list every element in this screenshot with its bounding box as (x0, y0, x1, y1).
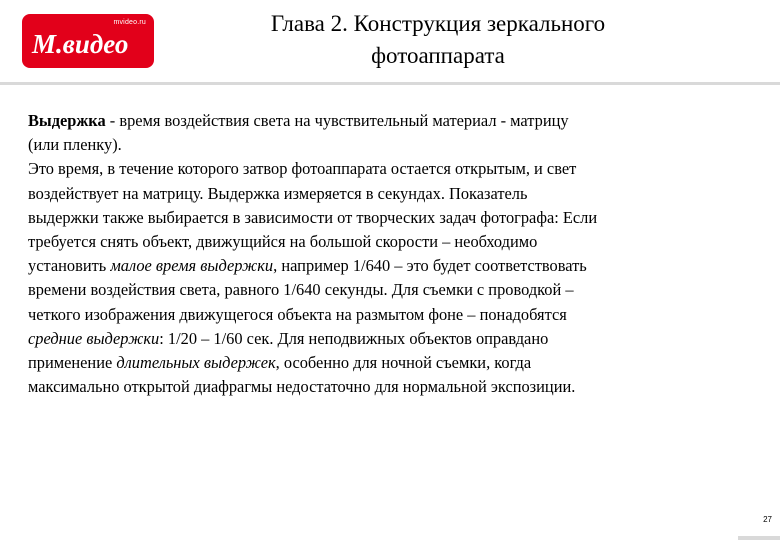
slide-title-line-1: Глава 2. Конструкция зеркального (270, 11, 606, 36)
text-fragment: применение (28, 353, 117, 373)
text-line (28, 254, 740, 278)
text-line: четкого изображения движущегося объекта на размытом фоне – понадобятся (28, 304, 567, 324)
text-fragment: : 1/20 – 1/60 сек. Для неподвижных объектов оправдано (159, 328, 549, 348)
slide-title (178, 8, 698, 72)
emphasis-medium-exposure: средние выдержки (28, 328, 160, 348)
text-line (28, 327, 740, 351)
text-line (28, 109, 740, 133)
emphasis-short-exposure: малое время выдержки (110, 256, 274, 276)
text-line: воздействует на матрицу. Выдержка измеряется в секундах. Показатель (28, 183, 528, 203)
text-line: времени воздействия света, равного 1/640 секунды. Для съемки с проводкой – (28, 280, 574, 300)
body-text (28, 109, 740, 399)
mvideo-logo (22, 14, 154, 68)
term-highlight: Выдержка (28, 111, 106, 130)
text-line: Это время, в течение которого затвор фотоаппарата остается открытым, и свет (28, 159, 577, 179)
text-line: максимально открытой диафрагмы недостаточно для нормальной экспозиции. (28, 377, 576, 397)
text-line (28, 351, 740, 375)
text-fragment: , особенно для ночной съемки, когда (275, 353, 532, 373)
text-fragment: - время воздействия света на чувствительный материал - матрицу (105, 111, 569, 130)
text-line: выдержки также выбирается в зависимости от творческих задач фотографа: Если (28, 207, 598, 227)
text-fragment: установить (28, 256, 111, 276)
page-number: 27 (763, 515, 772, 524)
emphasis-long-exposure: длительных выдержек (116, 353, 276, 373)
logo-site-text: mvideo.ru (113, 19, 146, 26)
logo-wordmark: М.видео (32, 29, 129, 59)
text-line: требуется снять объект, движущийся на большой скорости – необходимо (28, 232, 538, 252)
explanation-paragraph (28, 157, 740, 399)
footer-corner-bar (738, 536, 780, 540)
slide-title-line-2: фотоаппарата (371, 43, 505, 68)
header-divider (0, 82, 780, 85)
text-line: (или пленку). (28, 135, 122, 155)
text-fragment: , например 1/640 – это будет соответствовать (273, 256, 587, 276)
definition-paragraph (28, 109, 740, 157)
